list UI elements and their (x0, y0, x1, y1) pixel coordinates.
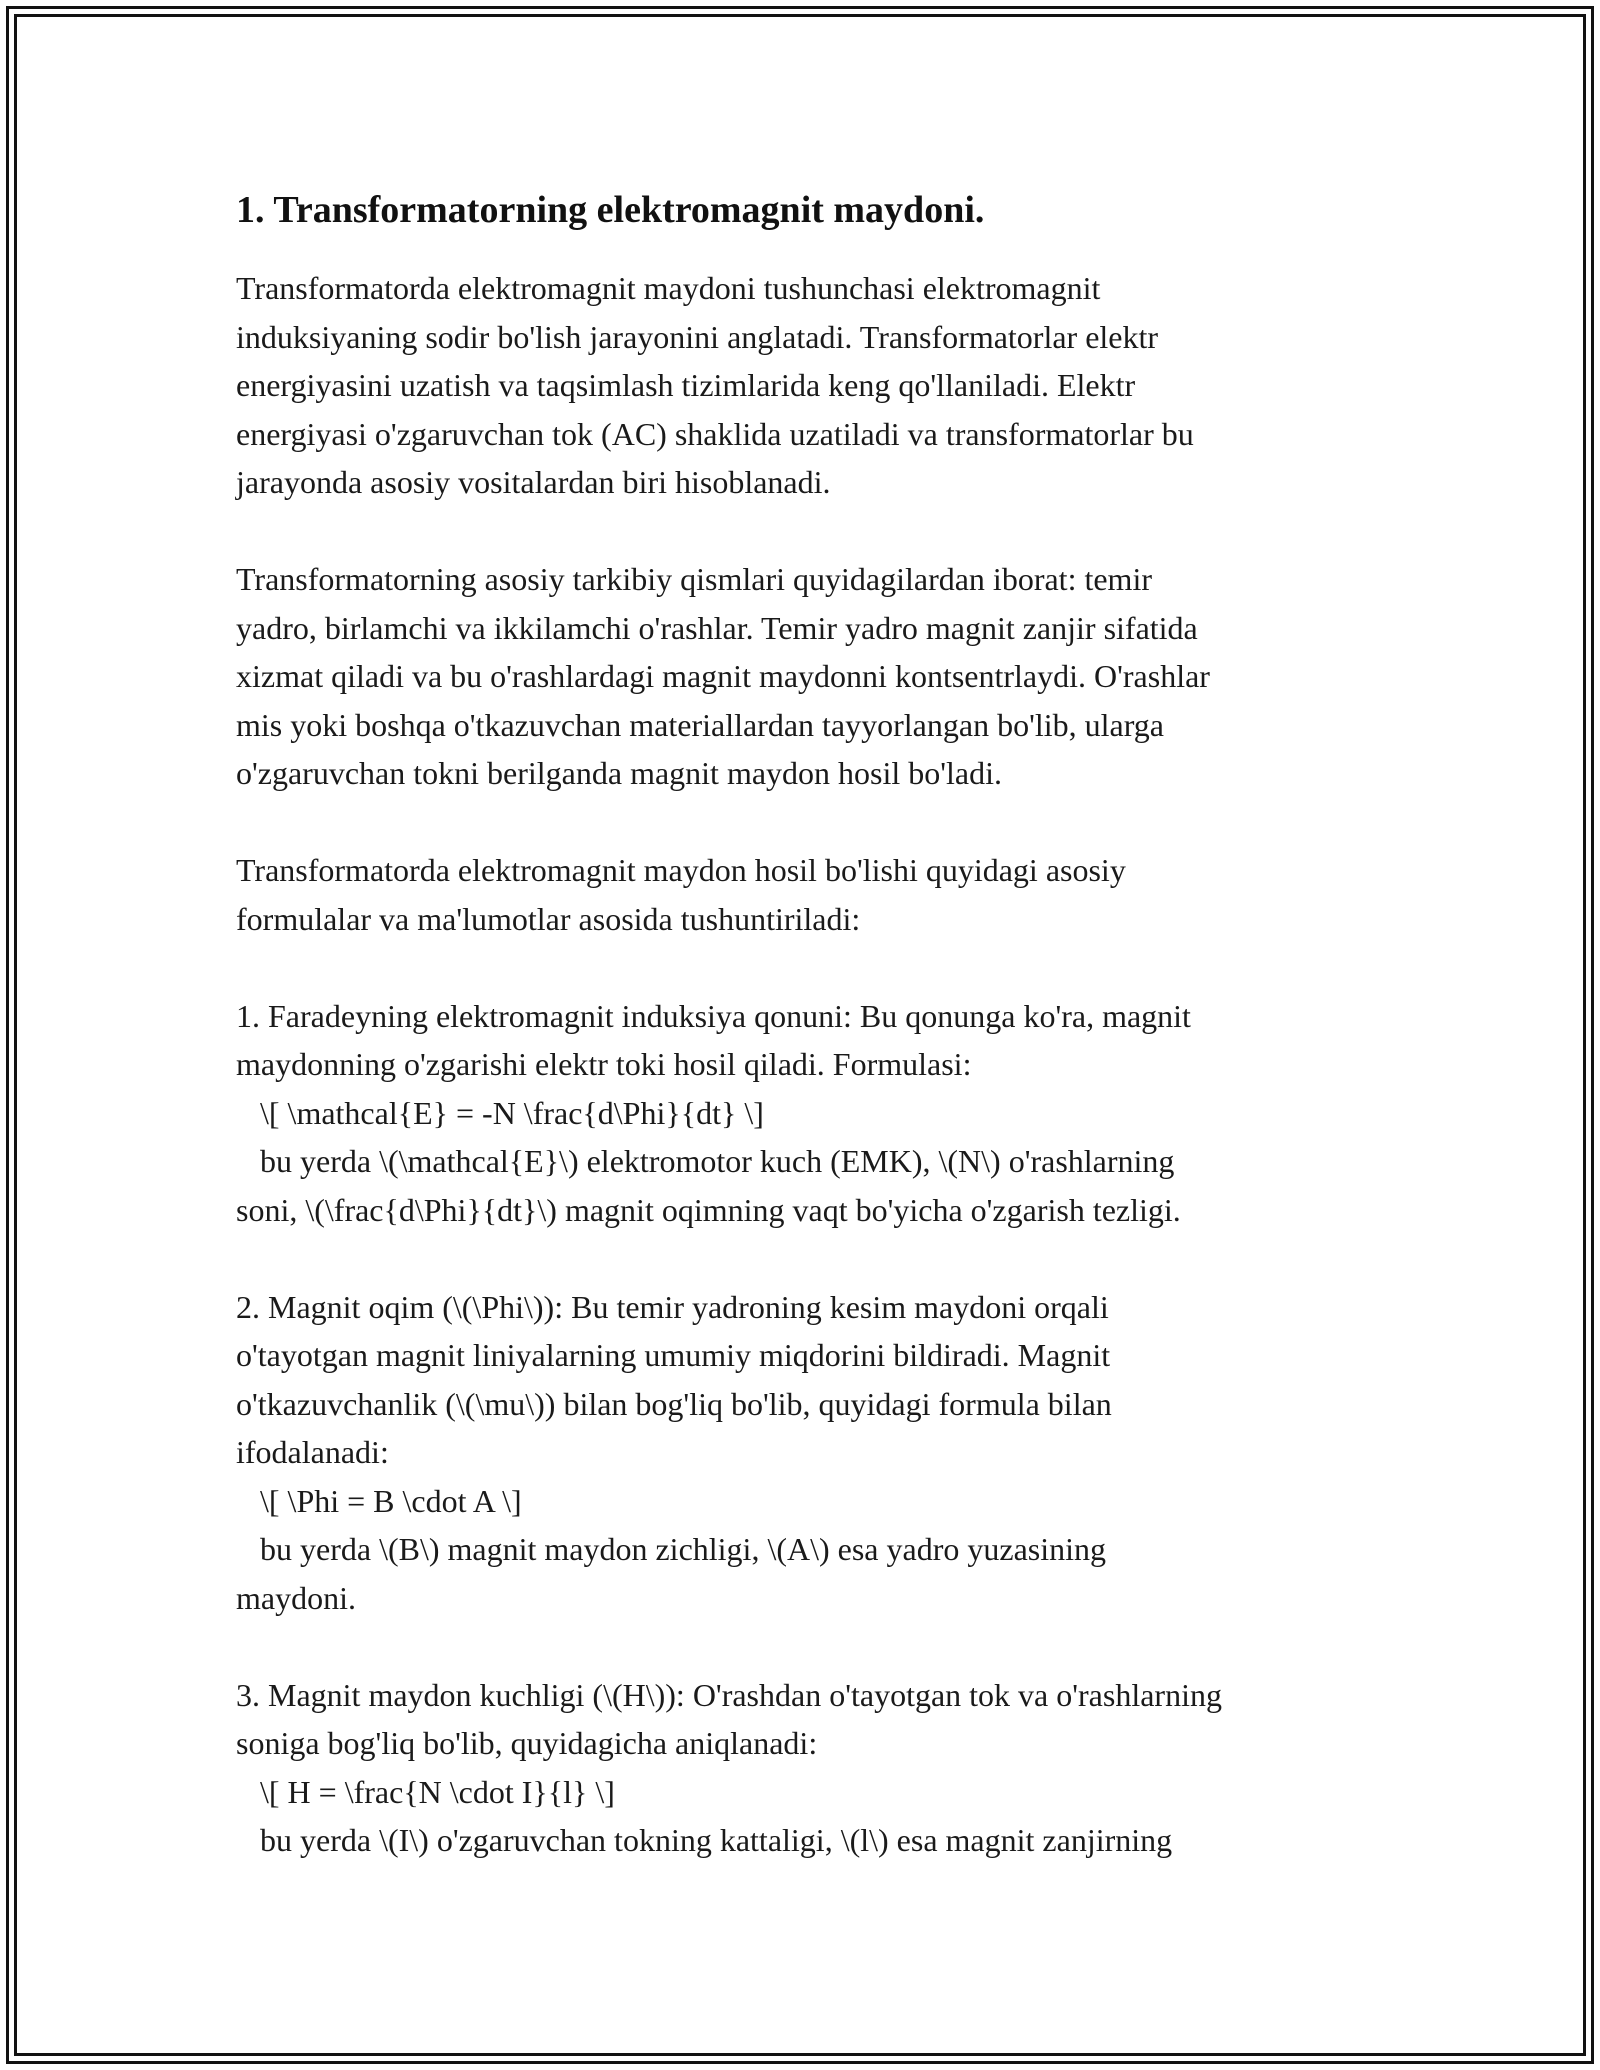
paragraph-gap (236, 1234, 1386, 1283)
list-item-field-strength: 3. Magnit maydon kuchligi (\(H\)): O'rashdan o'tayotgan tok va o'rashlarning soniga bog'liq bo'lib, quyidagicha aniqlanadi: \[ H = \frac{N \cdot I}{l} \] bu yerda \(I\) o'zgaruvchan tokning kattaligi, \(l\) esa magnit zanjirning (236, 1676, 1222, 1858)
paragraph-components: Transformatorning asosiy tarkibiy qismlari quyidagilardan iborat: temir yadro, birlamchi va ikkilamchi o'rashlar. Temir yadro magnit zanjir sifatida xizmat qiladi va bu o'rashlardagi magnit maydonni kontsentrlaydi. O'rashlar mis yoki boshqa o'tkazuvchan materiallardan tayyorlangan bo'lib, ularga o'zgaruvchan tokni berilganda magnit maydon hosil bo'ladi. (236, 561, 1210, 791)
paragraph-formulas-intro: Transformatorda elektromagnit maydon hosil bo'lishi quyidagi asosiy formulalar va ma'lumotlar asosida tushuntiriladi: (236, 852, 1126, 937)
list-item-faraday-law: 1. Faradeyning elektromagnit induksiya qonuni: Bu qonunga ko'ra, magnit maydonning o'zgarishi elektr toki hosil qiladi. Formulasi: \[ \mathcal{E} = -N \frac{d\Phi}{dt} \] bu yerda \(\mathcal{E}\) elektromotor kuch (EMK), \(N\) o'rashlarning soni, \(\frac{d\Phi}{dt}\) magnit oqimning vaqt bo'yicha o'zgarish tezligi. (236, 997, 1191, 1228)
section-heading: 1. Transformatorning elektromagnit maydoni. (236, 189, 985, 231)
document-body (236, 186, 1386, 1865)
paragraph-gap (236, 1622, 1386, 1671)
paragraph-gap (236, 507, 1386, 556)
paragraph-gap (236, 943, 1386, 992)
paragraph-gap (236, 798, 1386, 847)
paragraph-intro: Transformatorda elektromagnit maydoni tushunchasi elektromagnit induksiyaning sodir bo'lish jarayonini anglatadi. Transformatorlar elektr energiyasini uzatish va taqsimlash tizimlarida keng qo'llaniladi. Elektr energiyasi o'zgaruvchan tok (AC) shaklida uzatiladi va transformatorlar bu jarayonda asosiy vositalardan biri hisoblanadi. (236, 270, 1194, 500)
list-item-magnetic-flux: 2. Magnit oqim (\(\Phi\)): Bu temir yadroning kesim maydoni orqali o'tayotgan magnit liniyalarning umumiy miqdorini bildiradi. Magnit o'tkazuvchanlik (\(\mu\)) bilan bog'liq bo'lib, quyidagi formula bilan ifodalanadi: \[ \Phi = B \cdot A \] bu yerda \(B\) magnit maydon zichligi, \(A\) esa yadro yuzasining maydoni. (236, 1288, 1112, 1616)
